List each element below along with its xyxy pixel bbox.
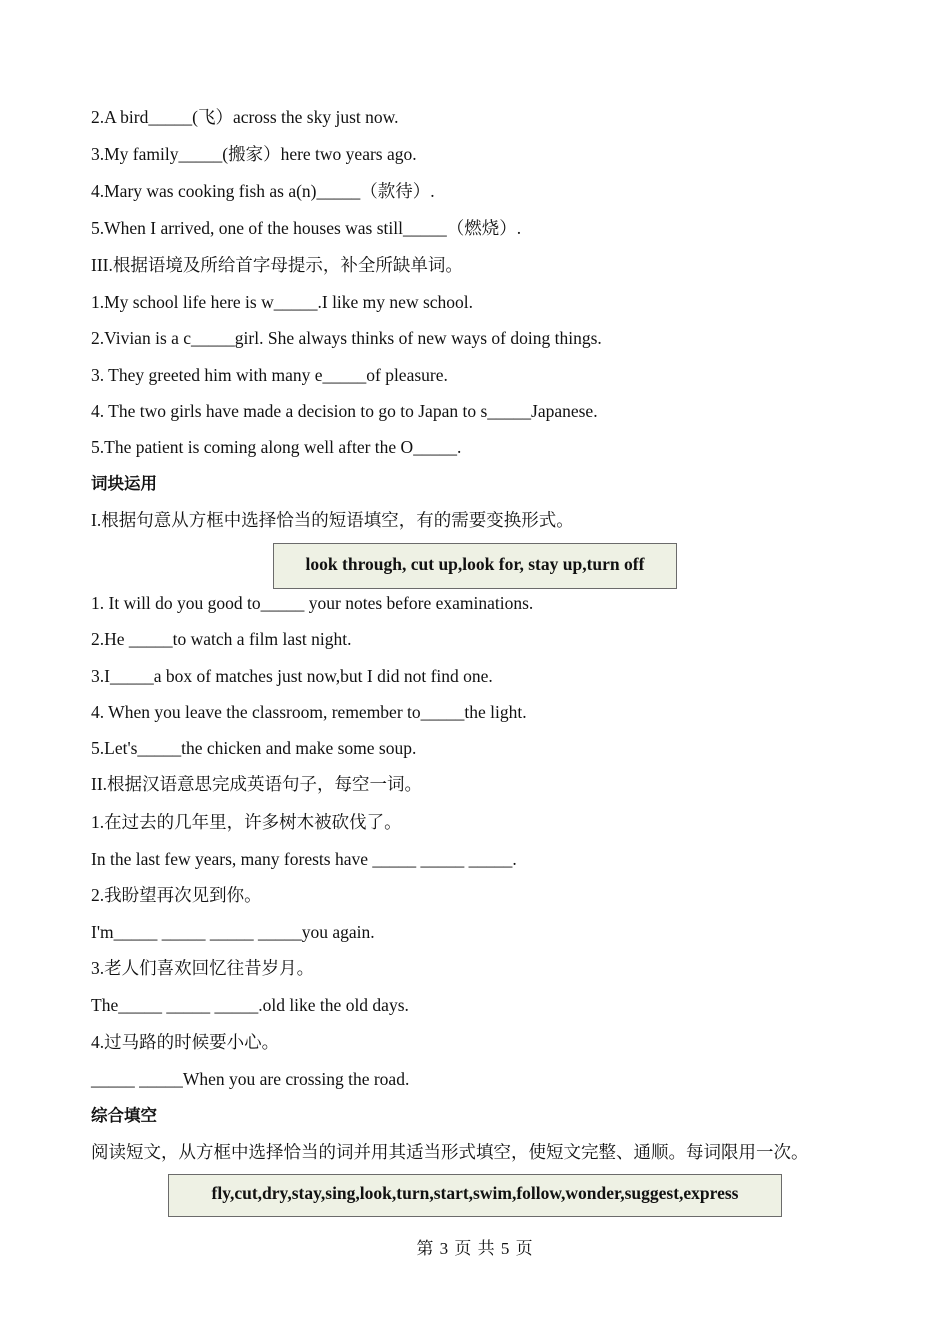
exercise-line: 1.在过去的几年里，许多树木被砍伐了。	[91, 812, 402, 832]
phrase-box: look through, cut up,look for, stay up,turn off	[273, 543, 677, 589]
exercise-line: 4. The two girls have made a decision to go to Japan to s_____Japanese.	[91, 401, 598, 421]
exercise-line: 4.过马路的时候要小心。	[91, 1032, 280, 1052]
section-heading: 词块运用	[91, 474, 157, 493]
exercise-line: 2.我盼望再次见到你。	[91, 885, 262, 905]
exercise-line: The_____ _____ _____.old like the old days.	[91, 995, 409, 1015]
exercise-line: 3. They greeted him with many e_____of pleasure.	[91, 365, 448, 385]
section-heading: 综合填空	[91, 1106, 157, 1125]
page-footer: 第 3 页 共 5 页	[416, 1239, 534, 1258]
exercise-line: 4.Mary was cooking fish as a(n)_____（款待）.	[91, 181, 435, 201]
exercise-line: In the last few years, many forests have _____ _____ _____.	[91, 849, 517, 869]
section-instruction: III.根据语境及所给首字母提示，补全所缺单词。	[91, 255, 463, 275]
exercise-line: 3.老人们喜欢回忆往昔岁月。	[91, 958, 315, 978]
exercise-line: 2.A bird_____(飞）across the sky just now.	[91, 107, 399, 127]
section-instruction: 阅读短文，从方框中选择恰当的词并用其适当形式填空，使短文完整、通顺。每词限用一次。	[91, 1142, 809, 1162]
section-instruction: I.根据句意从方框中选择恰当的短语填空，有的需要变换形式。	[91, 510, 574, 530]
exercise-line: 5.When I arrived, one of the houses was still_____（燃烧）.	[91, 218, 522, 238]
exercise-line: 3.I_____a box of matches just now,but I did not find one.	[91, 666, 493, 686]
word-box: fly,cut,dry,stay,sing,look,turn,start,swim,follow,wonder,suggest,express	[168, 1174, 782, 1217]
exercise-line: 2.Vivian is a c_____girl. She always thinks of new ways of doing things.	[91, 328, 602, 348]
exercise-line: 5.Let's_____the chicken and make some soup.	[91, 738, 417, 758]
exercise-line: I'm_____ _____ _____ _____you again.	[91, 922, 375, 942]
exercise-line: 4. When you leave the classroom, remember to_____the light.	[91, 702, 527, 722]
exercise-line: 1.My school life here is w_____.I like my new school.	[91, 292, 474, 312]
exercise-line: _____ _____When you are crossing the road.	[91, 1069, 410, 1089]
exercise-line: 2.He _____to watch a film last night.	[91, 629, 352, 649]
section-instruction: II.根据汉语意思完成英语句子，每空一词。	[91, 774, 423, 794]
exercise-line: 5.The patient is coming along well after the O_____.	[91, 437, 462, 457]
exercise-line: 3.My family_____(搬家）here two years ago.	[91, 144, 417, 164]
exercise-line: 1. It will do you good to_____ your notes before examinations.	[91, 593, 534, 613]
